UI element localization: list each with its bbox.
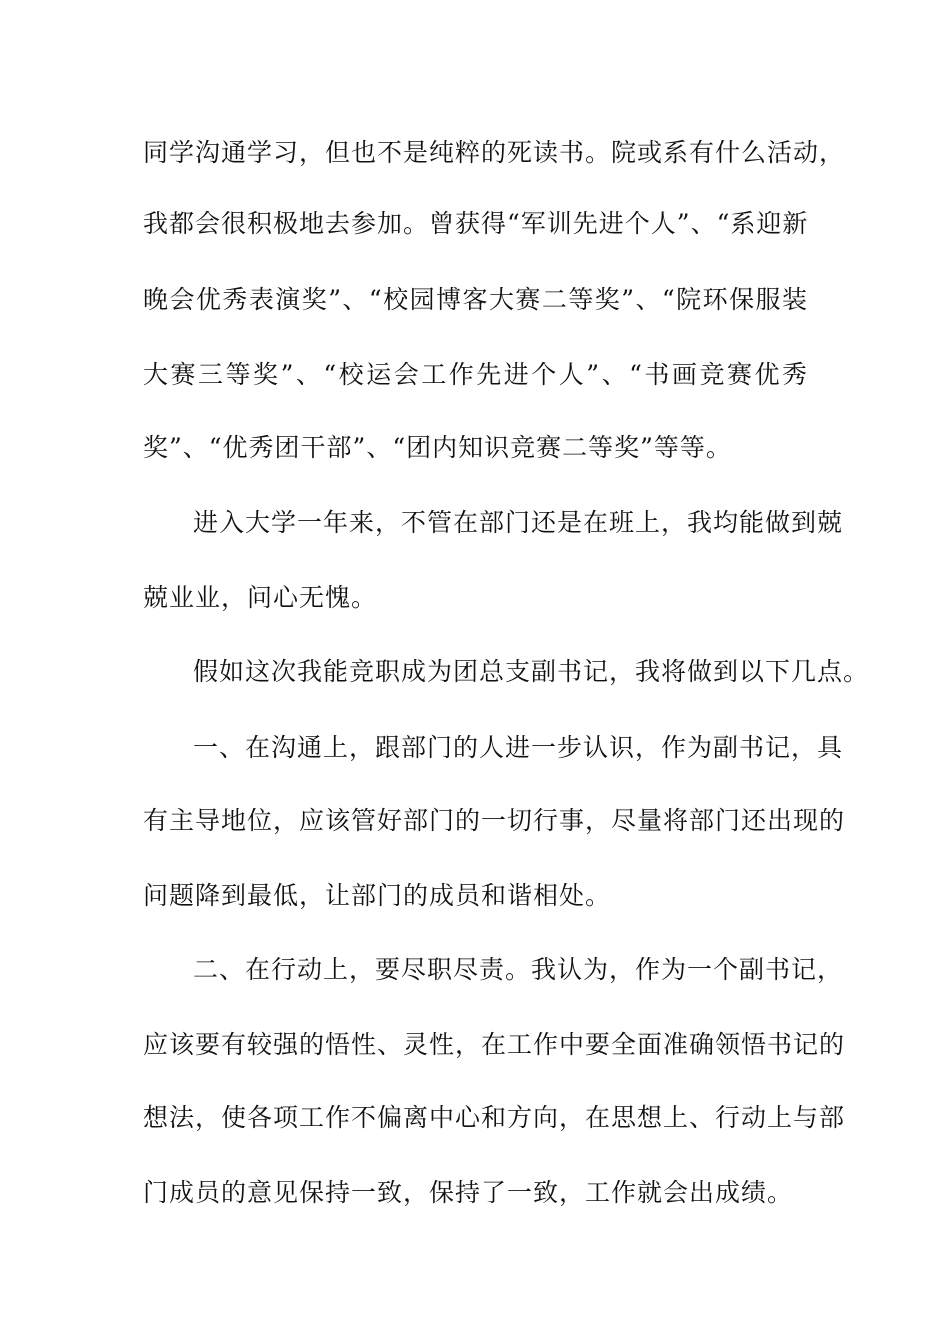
text-line: 我都会很积极地去参加。曾获得“军训先进个人”、“系迎新	[143, 209, 809, 238]
text-line: 门成员的意见保持一致，保持了一致，工作就会出成绩。	[143, 1178, 794, 1207]
text-line: 大赛三等奖”、“校运会工作先进个人”、“书画竞赛优秀	[143, 360, 808, 389]
paragraph-start-line: 一、在沟通上，跟部门的人进一步认识，作为副书记，具	[193, 733, 844, 762]
paragraph-start-line: 假如这次我能竞职成为团总支副书记，我将做到以下几点。	[193, 657, 870, 686]
text-line: 奖”、“优秀团干部”、“团内知识竞赛二等奖”等等。	[143, 433, 732, 462]
text-line: 有主导地位，应该管好部门的一切行事，尽量将部门还出现的	[143, 806, 846, 835]
text-line: 同学沟通学习，但也不是纯粹的死读书。院或系有什么活动，	[143, 138, 846, 167]
text-line: 兢业业，问心无愧。	[143, 583, 378, 612]
text-line: 想法，使各项工作不偏离中心和方向，在思想上、行动上与部	[143, 1103, 846, 1132]
text-line: 问题降到最低，让部门的成员和谐相处。	[143, 881, 612, 910]
text-line: 晚会优秀表演奖”、“校园博客大赛二等奖”、“院环保服装	[143, 285, 808, 314]
text-line: 应该要有较强的悟性、灵性，在工作中要全面准确领悟书记的	[143, 1030, 846, 1059]
paragraph-start-line: 二、在行动上，要尽职尽责。我认为，作为一个副书记，	[193, 955, 844, 984]
paragraph-start-line: 进入大学一年来，不管在部门还是在班上，我均能做到兢	[193, 508, 844, 537]
